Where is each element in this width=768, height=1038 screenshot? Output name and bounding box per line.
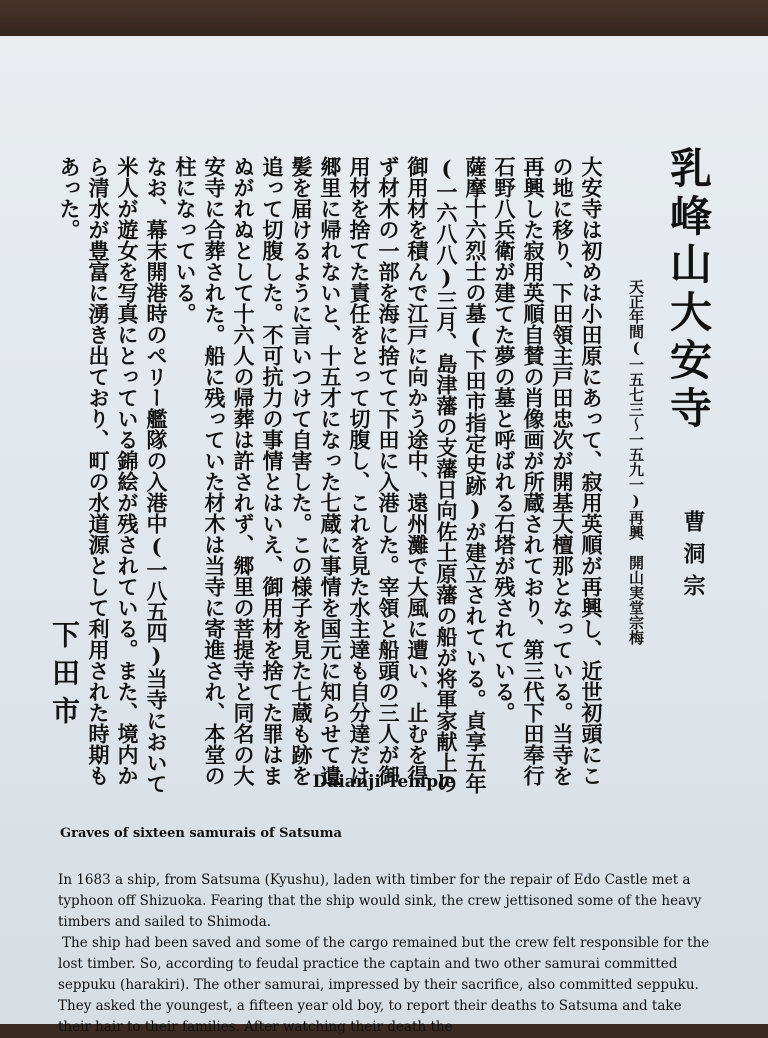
body-paragraph-jp: 薩摩十六烈士の墓(下田市指定史跡)が建立されている。貞享五年(一六八八)三月、島津藩の支藩日向佐土原藩の船が将軍家献上の御用材を積んで江戸に向かう途中、遠州灘で大風に遭い、止むを得ず材木の一部を海に捨てて下田に入港した。宰領と船頭の三人が御用材を捨てた責任をとって切腹し、これを見た水主達も自分達だけ郷里に帰れないと、十五才になった七蔵に事情を国元に知らせて遺髪を届けるように言いつけて自害した。この様子を見た七蔵も跡を追って切腹した。不可抗力の事情とはいえ、御用材を捨てた罪はまぬがれぬとして十六人の帰葬は許されず、郷里の菩提寺と同名の大安寺に合葬された。船に残っていた材木は当寺に寄進され、本堂の柱になっている。 [173, 156, 488, 794]
temple-title-en: Daianji Temple [312, 772, 456, 792]
sign-board [0, 36, 768, 1035]
body-text-en [58, 870, 718, 1038]
body-text-jp [57, 156, 606, 796]
sect-label: 曹洞宗 [680, 510, 706, 606]
body-paragraph-jp: なお、幕末開港時のペリー艦隊の入港中(一八五四)当寺において米人が遊女を写真にとっている錦絵が残されている。また、境内から清水が豊富に湧き出ており、町の水道源として利用された時期もあった。 [57, 156, 169, 794]
body-paragraph-en: In 1683 a ship, from Satsuma (Kyushu), laden with timber for the repair of Edo Castle met a typhoon off Shizuoka. Fearing that the ship would sink, the crew jettisoned some of the heavy timbers and sailed to Shimoda. [58, 872, 702, 930]
temple-title-jp: 乳峰山大安寺 [664, 146, 713, 434]
body-paragraph-en: The ship had been saved and some of the cargo remained but the crew felt responsible for the lost timber. So, according to feudal practice the captain and two other samurai committed seppuku (harakiri). The other samurai, impressed by their sacrifice, also committed seppuku. They asked the youngest, a fifteen year old boy, to report their deaths to Satsuma and take their hair to their families. After watching their death the [58, 935, 710, 1035]
section-heading-en: Graves of sixteen samurais of Satsuma [60, 826, 342, 841]
era-founder-line: 天正年間(一五七三〜一五九一)再興 開山実堂宗梅 [627, 279, 645, 645]
body-paragraph-jp: 大安寺は初めは小田原にあって、寂用英順が再興し、近世初頭にこの地に移り、下田領主戸田忠次が開基大檀那となっている。当寺を再興した寂用英順自賛の肖像画が所蔵されており、第三代下田奉行石野八兵衛が建てた夢の墓と呼ばれる石塔が残されている。 [492, 156, 604, 786]
city-name: 下田市 [48, 620, 81, 734]
